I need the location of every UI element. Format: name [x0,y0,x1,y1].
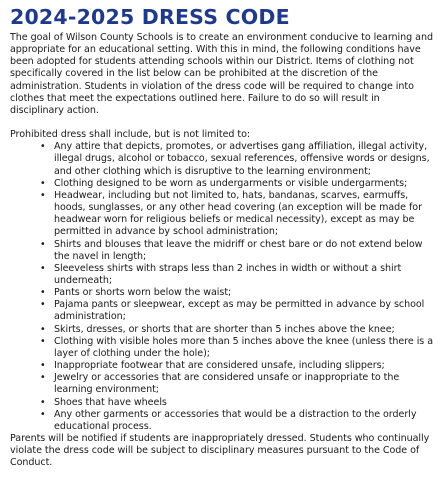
list-item-text: Pajama pants or sleepwear, except as may be permitted in advance by school administration; [54,299,425,323]
bullet-icon: • [40,372,46,384]
bullet-icon: • [40,189,46,201]
bullet-icon: • [40,396,46,408]
list-item [40,336,435,360]
list-item [40,360,435,372]
prohibited-dress-list [10,141,435,433]
bullet-icon: • [40,299,46,311]
list-item-text: Skirts, dresses, or shorts that are shorter than 5 inches above the knee; [54,323,395,335]
list-item [40,409,435,433]
list-item [40,178,435,190]
bullet-icon: • [40,141,46,153]
list-item-text: Shirts and blouses that leave the midriff or chest bare or do not extend below the navel in length; [54,238,423,262]
list-item [40,287,435,299]
list-item-text: Jewelry or accessories that are considered unsafe or inappropriate to the learning environment; [54,372,400,396]
list-item [40,239,435,263]
list-item-text: Any other garments or accessories that would be a distraction to the orderly educational process. [54,408,417,432]
list-item [40,299,435,323]
bullet-icon: • [40,360,46,372]
list-lead-text: Prohibited dress shall include, but is not limited to: [10,129,251,141]
bullet-icon: • [40,335,46,347]
list-item [40,190,435,239]
list-item-text: Pants or shorts worn below the waist; [54,287,232,299]
bullet-icon: • [40,262,46,274]
list-item-text: Clothing with visible holes more than 5 inches above the knee (unless there is a layer of clothing under the hole); [54,335,434,359]
list-item [40,141,435,177]
bullet-icon: • [40,323,46,335]
bullet-icon: • [40,177,46,189]
list-item-text: Clothing designed to be worn as undergarments or visible undergarments; [54,177,408,189]
list-item-text: Shoes that have wheels [54,396,167,408]
bullet-icon: • [40,287,46,299]
list-item-text: Any attire that depicts, promotes, or advertises gang affiliation, illegal activity, illegal drugs, alcohol or tobacco, sexual references, offensive words or designs, and other clothing which is disruptive to the learning environment; [54,141,430,177]
list-item [40,372,435,396]
list-item-text: Headwear, including but not limited to, hats, bandanas, scarves, earmuffs, hoods, sunglasses, or any other head covering (an exception will be made for headwear worn for religious beliefs or medical necessity), except as may be permitted in advance by school administration; [54,189,422,238]
page-title: 2024-2025 DRESS CODE [10,5,290,29]
list-item [40,263,435,287]
list-item-text: Sleeveless shirts with straps less than 2 inches in width or without a shirt underneath; [54,262,402,286]
closing-paragraph: Parents will be notified if students are inappropriately dressed. Students who continually violate the dress code will be subject to disciplinary measures pursuant to the Code of Conduct. [10,433,430,469]
list-item [40,324,435,336]
list-item [40,397,435,409]
bullet-icon: • [40,408,46,420]
intro-paragraph: The goal of Wilson County Schools is to create an environment conducive to learning and appropriate for an educational setting. With this in mind, the following conditions have been adopted for students attending schools within our District. Items of clothing not specifically covered in the list below can be prohibited at the discretion of the administration. Students in violation of the dress code will be required to change into clothes that meet the expectations outlined here. Failure to do so will result in disciplinary action. [10,32,433,116]
bullet-icon: • [40,238,46,250]
list-item-text: Inappropriate footwear that are considered unsafe, including slippers; [54,360,385,372]
